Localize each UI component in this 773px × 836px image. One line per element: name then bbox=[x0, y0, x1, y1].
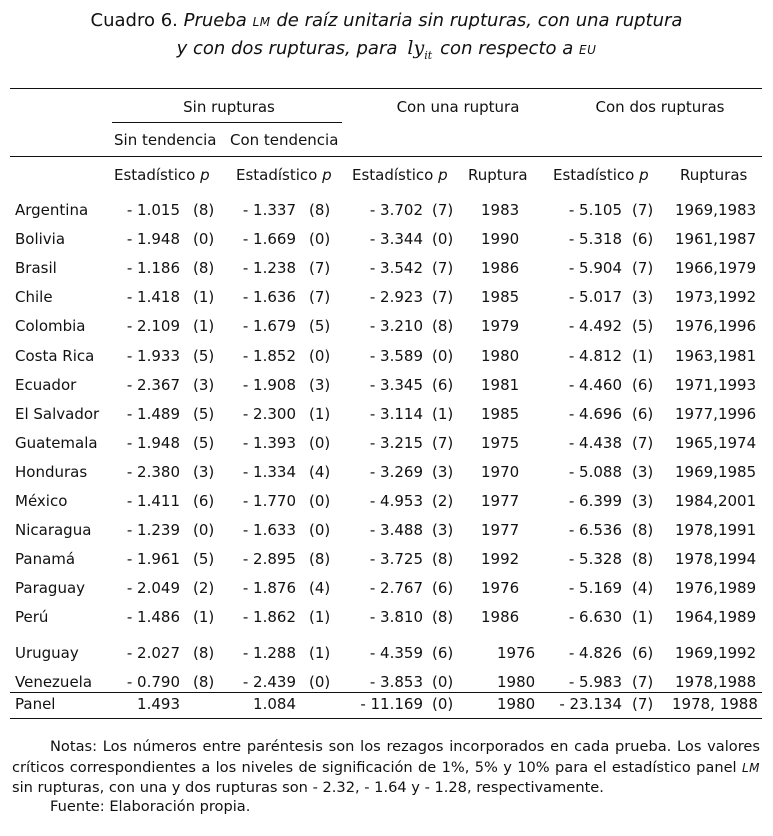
table-row bbox=[0, 347, 773, 369]
panel-top-rule bbox=[10, 692, 762, 693]
year-ruptura: 1977 bbox=[481, 492, 520, 510]
stat-dos-rupturas: - 4.492 bbox=[568, 317, 622, 335]
title-lm: LM bbox=[252, 15, 271, 29]
stat-sin-tendencia: - 1.961 bbox=[126, 550, 180, 568]
lag-sin-tendencia: (8) bbox=[193, 673, 215, 691]
years-rupturas: 1961,1987 bbox=[675, 230, 757, 248]
year-ruptura: 1985 bbox=[481, 405, 520, 423]
year-ruptura: 1975 bbox=[481, 434, 520, 452]
lag-dos-rupturas: (7) bbox=[632, 434, 654, 452]
lag-una-ruptura: (1) bbox=[432, 405, 454, 423]
lag-una-ruptura: (0) bbox=[432, 695, 454, 713]
lag-sin-tendencia: (5) bbox=[193, 405, 215, 423]
stat-con-tendencia: - 1.393 bbox=[242, 434, 296, 452]
years-rupturas: 1978,1991 bbox=[675, 521, 757, 539]
stat-dos-rupturas: - 5.169 bbox=[568, 579, 622, 597]
stat-dos-rupturas: - 4.460 bbox=[568, 376, 622, 394]
table-row bbox=[0, 463, 773, 485]
col-rupturas: Rupturas bbox=[680, 166, 748, 184]
lag-sin-tendencia: (1) bbox=[193, 317, 215, 335]
lag-una-ruptura: (7) bbox=[432, 434, 454, 452]
lag-sin-tendencia: (0) bbox=[193, 521, 215, 539]
years-rupturas: 1963,1981 bbox=[675, 347, 757, 365]
table-bottom-rule bbox=[10, 718, 762, 719]
lag-una-ruptura: (2) bbox=[432, 492, 454, 510]
col-estadistico-4: Estadístico p bbox=[553, 166, 649, 184]
lag-sin-tendencia: (1) bbox=[193, 608, 215, 626]
stat-sin-tendencia: - 2.027 bbox=[126, 644, 180, 662]
stat-con-tendencia: - 2.439 bbox=[242, 673, 296, 691]
year-ruptura: 1977 bbox=[481, 521, 520, 539]
years-rupturas: 1969,1992 bbox=[675, 644, 757, 662]
table-row bbox=[0, 644, 773, 666]
stat-con-tendencia: - 1.669 bbox=[242, 230, 296, 248]
stat-con-tendencia: - 1.337 bbox=[242, 201, 296, 219]
header-una-ruptura: Con una ruptura bbox=[396, 98, 520, 116]
stat-sin-tendencia: 1.493 bbox=[137, 695, 180, 713]
lag-dos-rupturas: (6) bbox=[632, 405, 654, 423]
lag-con-tendencia: (7) bbox=[309, 259, 331, 277]
lag-dos-rupturas: (5) bbox=[632, 317, 654, 335]
country-name: Ecuador bbox=[15, 376, 77, 394]
table-top-rule bbox=[10, 88, 762, 89]
lag-dos-rupturas: (3) bbox=[632, 492, 654, 510]
lag-sin-tendencia: (3) bbox=[193, 463, 215, 481]
country-name: Colombia bbox=[15, 317, 86, 335]
years-rupturas: 1969,1985 bbox=[675, 463, 757, 481]
title-math-variable: $ly_{it}$ bbox=[407, 37, 433, 62]
country-name: Panel bbox=[15, 695, 56, 713]
table-number: Cuadro 6. bbox=[90, 10, 178, 31]
stat-dos-rupturas: - 23.134 bbox=[559, 695, 622, 713]
stat-dos-rupturas: - 5.318 bbox=[568, 230, 622, 248]
year-ruptura: 1990 bbox=[481, 230, 520, 248]
stat-con-tendencia: - 1.908 bbox=[242, 376, 296, 394]
lag-con-tendencia: (1) bbox=[309, 405, 331, 423]
country-name: El Salvador bbox=[15, 405, 100, 423]
stat-una-ruptura: - 4.953 bbox=[369, 492, 423, 510]
lag-dos-rupturas: (7) bbox=[632, 695, 654, 713]
header-con-tendencia: Con tendencia bbox=[230, 131, 339, 149]
years-rupturas: 1971,1993 bbox=[675, 376, 757, 394]
lag-dos-rupturas: (3) bbox=[632, 288, 654, 306]
stat-sin-tendencia: - 1.948 bbox=[126, 230, 180, 248]
lag-dos-rupturas: (1) bbox=[632, 608, 654, 626]
stat-dos-rupturas: - 4.812 bbox=[568, 347, 622, 365]
lag-con-tendencia: (8) bbox=[309, 550, 331, 568]
stat-una-ruptura: - 3.810 bbox=[369, 608, 423, 626]
lag-dos-rupturas: (4) bbox=[632, 579, 654, 597]
stat-una-ruptura: - 3.114 bbox=[369, 405, 423, 423]
lag-dos-rupturas: (6) bbox=[632, 376, 654, 394]
lag-dos-rupturas: (3) bbox=[632, 463, 654, 481]
years-rupturas: 1973,1992 bbox=[675, 288, 757, 306]
stat-una-ruptura: - 3.702 bbox=[369, 201, 423, 219]
stat-con-tendencia: - 1.636 bbox=[242, 288, 296, 306]
lag-una-ruptura: (8) bbox=[432, 317, 454, 335]
panel-row bbox=[0, 695, 773, 717]
lag-con-tendencia: (0) bbox=[309, 492, 331, 510]
lag-dos-rupturas: (7) bbox=[632, 673, 654, 691]
table-title-line1 bbox=[0, 10, 773, 31]
stat-sin-tendencia: - 1.015 bbox=[126, 201, 180, 219]
table-row bbox=[0, 259, 773, 281]
table-row bbox=[0, 579, 773, 601]
lag-una-ruptura: (0) bbox=[432, 673, 454, 691]
stat-una-ruptura: - 3.488 bbox=[369, 521, 423, 539]
stat-dos-rupturas: - 4.696 bbox=[568, 405, 622, 423]
stat-una-ruptura: - 11.169 bbox=[360, 695, 423, 713]
stat-con-tendencia: - 1.238 bbox=[242, 259, 296, 277]
lag-una-ruptura: (7) bbox=[432, 201, 454, 219]
table-row bbox=[0, 608, 773, 630]
country-name: Venezuela bbox=[15, 673, 93, 691]
years-rupturas: 1976,1996 bbox=[675, 317, 757, 335]
stat-sin-tendencia: - 2.109 bbox=[126, 317, 180, 335]
stat-una-ruptura: - 3.853 bbox=[369, 673, 423, 691]
stat-sin-tendencia: - 0.790 bbox=[126, 673, 180, 691]
lag-dos-rupturas: (6) bbox=[632, 230, 654, 248]
lag-con-tendencia: (8) bbox=[309, 201, 331, 219]
lag-con-tendencia: (4) bbox=[309, 463, 331, 481]
stat-con-tendencia: - 1.852 bbox=[242, 347, 296, 365]
year-ruptura: 1992 bbox=[481, 550, 520, 568]
stat-sin-tendencia: - 2.380 bbox=[126, 463, 180, 481]
table-row bbox=[0, 230, 773, 252]
col-estadistico-3: Estadístico p bbox=[352, 166, 448, 184]
lag-una-ruptura: (8) bbox=[432, 608, 454, 626]
stat-una-ruptura: - 3.269 bbox=[369, 463, 423, 481]
country-name: México bbox=[15, 492, 68, 510]
title-text-c: y con dos rupturas, para bbox=[176, 38, 398, 59]
stat-con-tendencia: - 1.770 bbox=[242, 492, 296, 510]
years-rupturas: 1978,1994 bbox=[675, 550, 757, 568]
stat-una-ruptura: - 4.359 bbox=[369, 644, 423, 662]
lag-con-tendencia: (4) bbox=[309, 579, 331, 597]
title-text-a: Prueba bbox=[183, 10, 247, 31]
year-ruptura: 1976 bbox=[497, 644, 536, 662]
stat-con-tendencia: 1.084 bbox=[253, 695, 296, 713]
stat-con-tendencia: - 1.288 bbox=[242, 644, 296, 662]
lag-una-ruptura: (8) bbox=[432, 550, 454, 568]
lag-sin-tendencia: (2) bbox=[193, 579, 215, 597]
stat-sin-tendencia: - 1.933 bbox=[126, 347, 180, 365]
years-rupturas: 1978,1988 bbox=[675, 673, 757, 691]
years-rupturas: 1969,1983 bbox=[675, 201, 757, 219]
stat-dos-rupturas: - 6.399 bbox=[568, 492, 622, 510]
year-ruptura: 1980 bbox=[481, 347, 520, 365]
stat-dos-rupturas: - 4.826 bbox=[568, 644, 622, 662]
stat-una-ruptura: - 3.210 bbox=[369, 317, 423, 335]
lag-una-ruptura: (0) bbox=[432, 230, 454, 248]
stat-dos-rupturas: - 4.438 bbox=[568, 434, 622, 452]
stat-sin-tendencia: - 1.486 bbox=[126, 608, 180, 626]
stat-una-ruptura: - 3.215 bbox=[369, 434, 423, 452]
lag-con-tendencia: (1) bbox=[309, 644, 331, 662]
stat-una-ruptura: - 2.923 bbox=[369, 288, 423, 306]
stat-una-ruptura: - 3.542 bbox=[369, 259, 423, 277]
year-ruptura: 1970 bbox=[481, 463, 520, 481]
stat-sin-tendencia: - 1.489 bbox=[126, 405, 180, 423]
header-sin-tendencia: Sin tendencia bbox=[114, 131, 217, 149]
lag-con-tendencia: (1) bbox=[309, 608, 331, 626]
col-ruptura: Ruptura bbox=[468, 166, 528, 184]
stat-dos-rupturas: - 5.328 bbox=[568, 550, 622, 568]
lag-una-ruptura: (6) bbox=[432, 644, 454, 662]
table-row bbox=[0, 288, 773, 310]
lag-sin-tendencia: (5) bbox=[193, 347, 215, 365]
table-row bbox=[0, 434, 773, 456]
lag-con-tendencia: (0) bbox=[309, 347, 331, 365]
title-text-d: con respecto a bbox=[440, 38, 574, 59]
stat-una-ruptura: - 3.344 bbox=[369, 230, 423, 248]
stat-dos-rupturas: - 6.630 bbox=[568, 608, 622, 626]
year-ruptura: 1986 bbox=[481, 608, 520, 626]
lag-sin-tendencia: (8) bbox=[193, 644, 215, 662]
stat-una-ruptura: - 3.589 bbox=[369, 347, 423, 365]
lag-con-tendencia: (0) bbox=[309, 673, 331, 691]
header-subgroups bbox=[0, 131, 773, 153]
lag-sin-tendencia: (0) bbox=[193, 230, 215, 248]
col-estadistico-2: Estadístico p bbox=[236, 166, 332, 184]
year-ruptura: 1983 bbox=[481, 201, 520, 219]
year-ruptura: 1985 bbox=[481, 288, 520, 306]
lag-con-tendencia: (7) bbox=[309, 288, 331, 306]
lag-dos-rupturas: (7) bbox=[632, 201, 654, 219]
country-name: Costa Rica bbox=[15, 347, 95, 365]
lag-dos-rupturas: (7) bbox=[632, 259, 654, 277]
stat-sin-tendencia: - 2.367 bbox=[126, 376, 180, 394]
lag-dos-rupturas: (8) bbox=[632, 521, 654, 539]
year-ruptura: 1976 bbox=[481, 579, 520, 597]
stat-con-tendencia: - 1.679 bbox=[242, 317, 296, 335]
country-name: Honduras bbox=[15, 463, 88, 481]
stat-una-ruptura: - 3.725 bbox=[369, 550, 423, 568]
years-rupturas: 1978, 1988 bbox=[672, 695, 758, 713]
lag-con-tendencia: (5) bbox=[309, 317, 331, 335]
country-name: Perú bbox=[15, 608, 49, 626]
lag-sin-tendencia: (1) bbox=[193, 288, 215, 306]
stat-sin-tendencia: - 1.411 bbox=[126, 492, 180, 510]
year-ruptura: 1980 bbox=[497, 695, 536, 713]
lag-dos-rupturas: (8) bbox=[632, 550, 654, 568]
stat-una-ruptura: - 2.767 bbox=[369, 579, 423, 597]
col-estadistico-1: Estadístico p bbox=[114, 166, 210, 184]
lag-con-tendencia: (3) bbox=[309, 376, 331, 394]
year-ruptura: 1980 bbox=[497, 673, 536, 691]
header-sin-rupturas: Sin rupturas bbox=[183, 98, 275, 116]
title-text-b: de raíz unitaria sin rupturas, con una ruptura bbox=[276, 10, 683, 31]
lag-con-tendencia: (0) bbox=[309, 230, 331, 248]
stat-sin-tendencia: - 1.948 bbox=[126, 434, 180, 452]
stat-dos-rupturas: - 5.904 bbox=[568, 259, 622, 277]
year-ruptura: 1979 bbox=[481, 317, 520, 335]
lag-sin-tendencia: (5) bbox=[193, 550, 215, 568]
lag-con-tendencia: (0) bbox=[309, 521, 331, 539]
country-name: Bolivia bbox=[15, 230, 66, 248]
table-row bbox=[0, 405, 773, 427]
stat-con-tendencia: - 1.876 bbox=[242, 579, 296, 597]
table-notes: Notas: Los números entre paréntesis son los rezagos incorporados en cada prueba. Los valores críticos correspondientes a los niveles de significación de 1%, 5% y 10% para el estadístico panel LM sin rupturas, con una y dos rupturas son - 2.32, - 1.64 y - 1.28, respectivamente. bbox=[12, 738, 760, 796]
lag-sin-tendencia: (3) bbox=[193, 376, 215, 394]
table-title-line2 bbox=[0, 37, 773, 62]
lag-sin-tendencia: (8) bbox=[193, 259, 215, 277]
lag-una-ruptura: (6) bbox=[432, 579, 454, 597]
years-rupturas: 1965,1974 bbox=[675, 434, 757, 452]
lag-una-ruptura: (7) bbox=[432, 259, 454, 277]
header-dos-rupturas: Con dos rupturas bbox=[595, 98, 725, 116]
stat-con-tendencia: - 1.633 bbox=[242, 521, 296, 539]
country-name: Uruguay bbox=[15, 644, 79, 662]
years-rupturas: 1977,1996 bbox=[675, 405, 757, 423]
table-row bbox=[0, 550, 773, 572]
lag-una-ruptura: (3) bbox=[432, 521, 454, 539]
stat-una-ruptura: - 3.345 bbox=[369, 376, 423, 394]
table-header-rule bbox=[10, 156, 762, 157]
lag-sin-tendencia: (6) bbox=[193, 492, 215, 510]
lag-sin-tendencia: (5) bbox=[193, 434, 215, 452]
stat-dos-rupturas: - 5.017 bbox=[568, 288, 622, 306]
header-groups bbox=[0, 98, 773, 120]
rule-under-sin-rupturas bbox=[112, 122, 342, 123]
country-name: Chile bbox=[15, 288, 53, 306]
stat-sin-tendencia: - 1.186 bbox=[126, 259, 180, 277]
years-rupturas: 1966,1979 bbox=[675, 259, 757, 277]
lag-una-ruptura: (3) bbox=[432, 463, 454, 481]
stat-con-tendencia: - 1.862 bbox=[242, 608, 296, 626]
lag-sin-tendencia: (8) bbox=[193, 201, 215, 219]
stat-dos-rupturas: - 6.536 bbox=[568, 521, 622, 539]
stat-con-tendencia: - 1.334 bbox=[242, 463, 296, 481]
table-row bbox=[0, 492, 773, 514]
stat-dos-rupturas: - 5.983 bbox=[568, 673, 622, 691]
lag-dos-rupturas: (6) bbox=[632, 644, 654, 662]
stat-con-tendencia: - 2.895 bbox=[242, 550, 296, 568]
years-rupturas: 1984,2001 bbox=[675, 492, 757, 510]
lag-una-ruptura: (6) bbox=[432, 376, 454, 394]
country-name: Paraguay bbox=[15, 579, 86, 597]
stat-dos-rupturas: - 5.088 bbox=[568, 463, 622, 481]
lag-con-tendencia: (0) bbox=[309, 434, 331, 452]
table-row bbox=[0, 521, 773, 543]
lag-una-ruptura: (0) bbox=[432, 347, 454, 365]
stat-sin-tendencia: - 2.049 bbox=[126, 579, 180, 597]
years-rupturas: 1976,1989 bbox=[675, 579, 757, 597]
title-eu: EU bbox=[579, 43, 597, 57]
stat-dos-rupturas: - 5.105 bbox=[568, 201, 622, 219]
country-name: Brasil bbox=[15, 259, 57, 277]
stat-sin-tendencia: - 1.418 bbox=[126, 288, 180, 306]
header-columns bbox=[0, 166, 773, 188]
country-name: Guatemala bbox=[15, 434, 98, 452]
stat-sin-tendencia: - 1.239 bbox=[126, 521, 180, 539]
year-ruptura: 1986 bbox=[481, 259, 520, 277]
years-rupturas: 1964,1989 bbox=[675, 608, 757, 626]
lag-una-ruptura: (7) bbox=[432, 288, 454, 306]
country-name: Argentina bbox=[15, 201, 89, 219]
table-row bbox=[0, 317, 773, 339]
lag-dos-rupturas: (1) bbox=[632, 347, 654, 365]
table-row bbox=[0, 376, 773, 398]
year-ruptura: 1981 bbox=[481, 376, 520, 394]
country-name: Panamá bbox=[15, 550, 76, 568]
table-row bbox=[0, 201, 773, 223]
country-name: Nicaragua bbox=[15, 521, 92, 539]
table-source: Fuente: Elaboración propia. bbox=[50, 798, 251, 815]
stat-con-tendencia: - 2.300 bbox=[242, 405, 296, 423]
